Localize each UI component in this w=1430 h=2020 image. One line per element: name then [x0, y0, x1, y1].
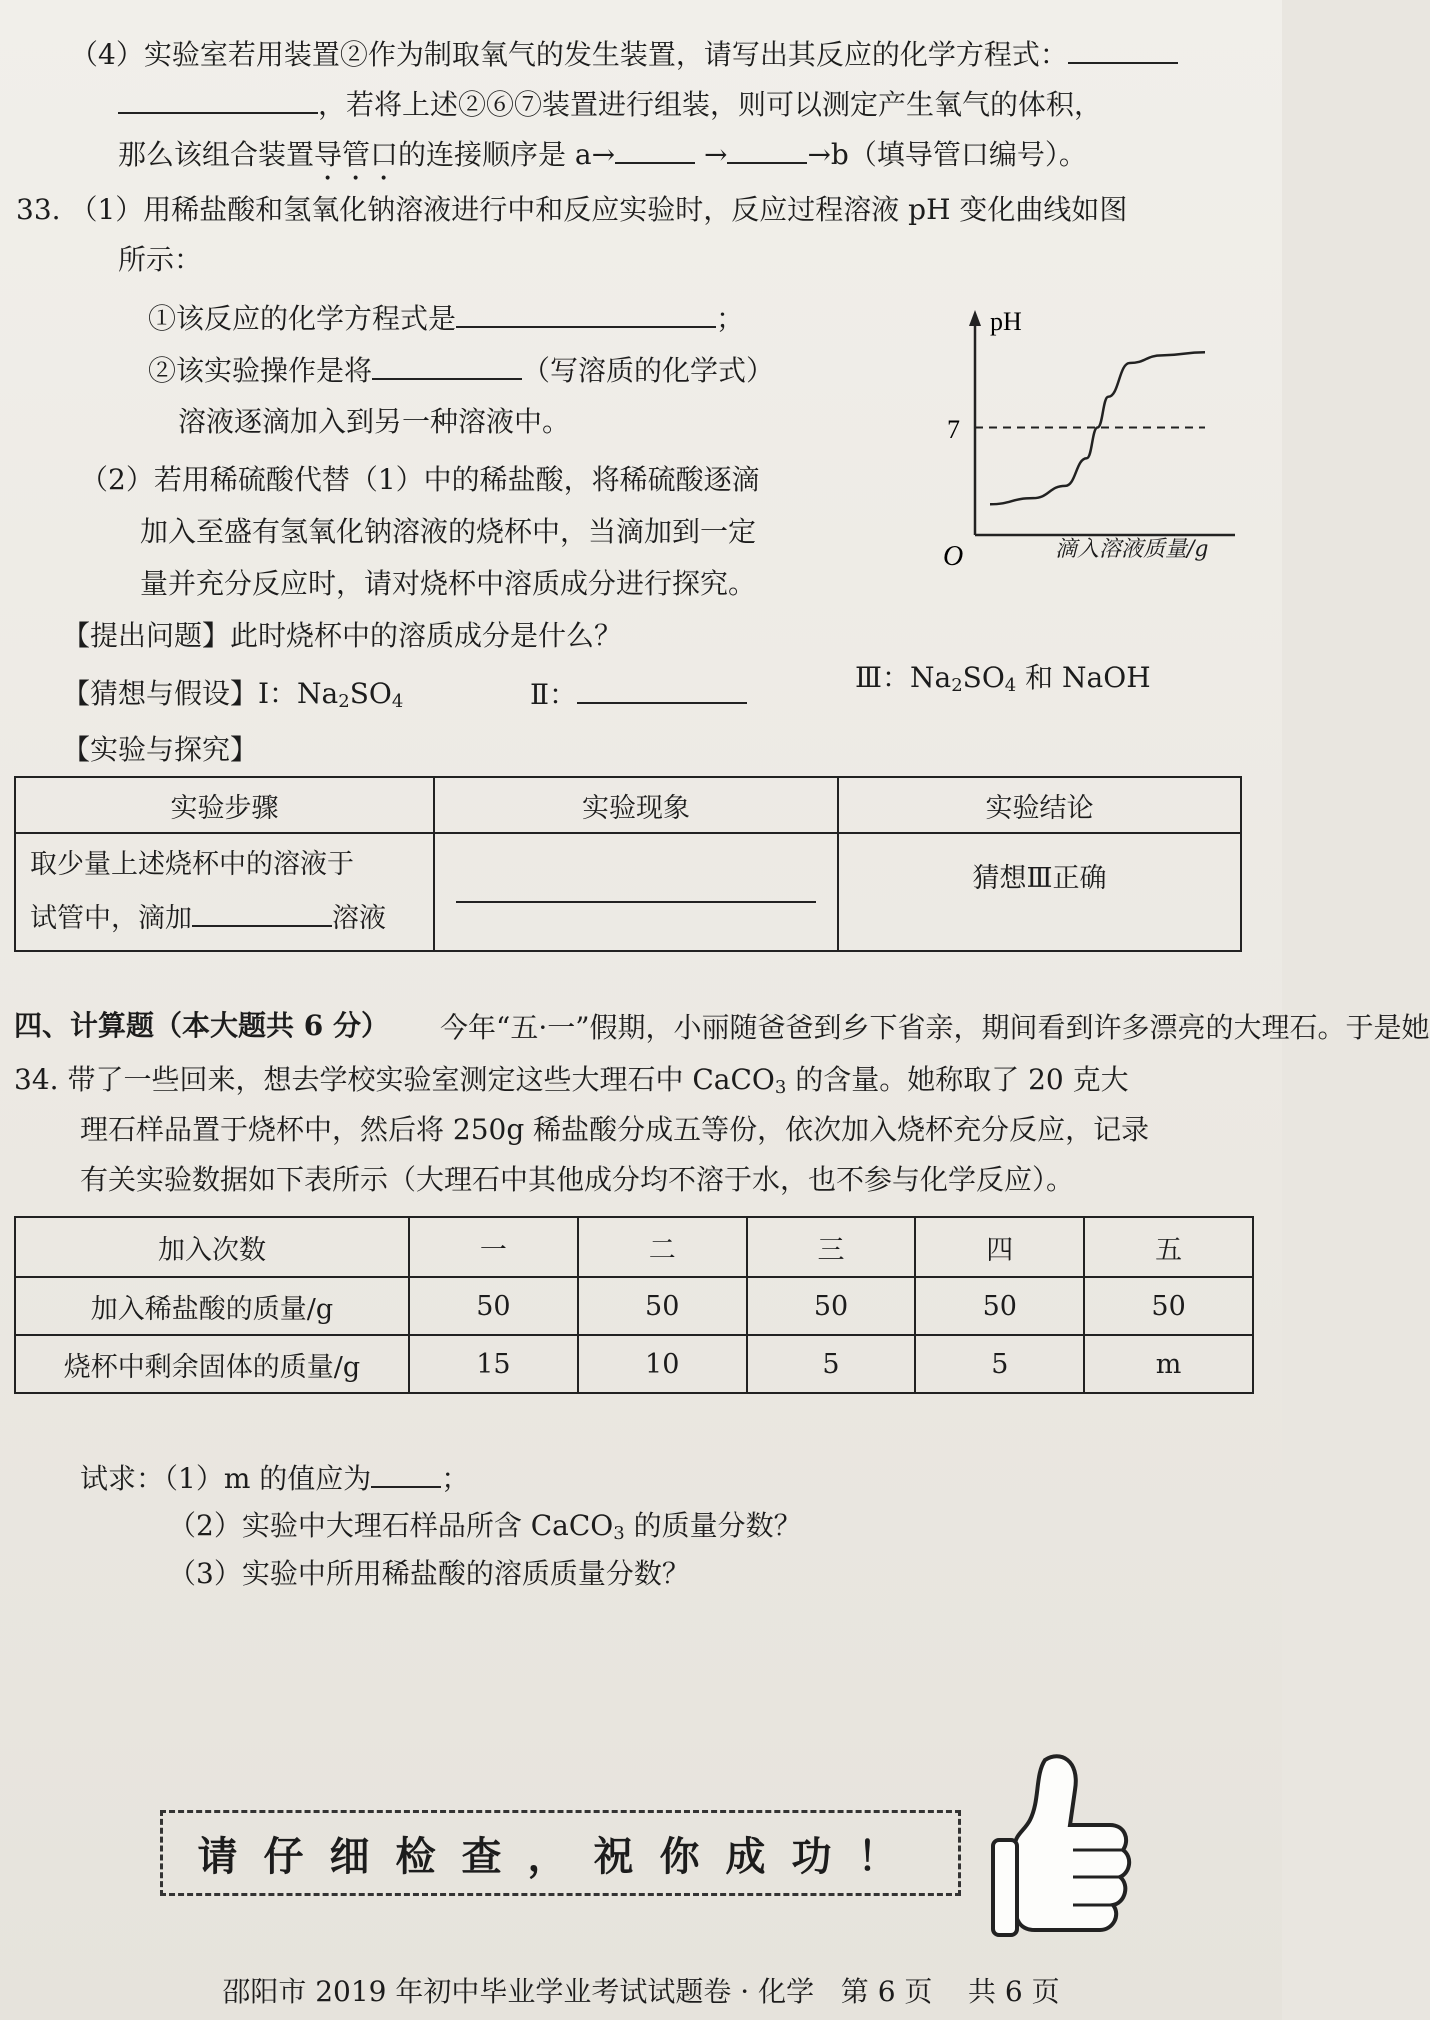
- table-cell: 50: [915, 1277, 1084, 1335]
- q33-item1: ①该反应的化学方程式是 ；: [148, 302, 745, 335]
- table-cell: 10: [578, 1335, 747, 1393]
- table-row: [15, 1277, 1253, 1335]
- page-footer: 邵阳市 2019 年初中毕业学业考试试题卷 · 化学 第 6 页 共 6 页: [222, 1975, 1060, 2008]
- ph-curve-chart: [935, 300, 1265, 570]
- table-header: 实验现象: [434, 777, 838, 833]
- thumbs-up-icon: [985, 1745, 1135, 1945]
- ref-line-label: 7: [947, 415, 960, 444]
- q34-l3: 理石样品置于烧杯中，然后将 250g 稀盐酸分成五等份，依次加入烧杯充分反应，记录: [80, 1113, 1150, 1146]
- answer-blank[interactable]: [372, 352, 522, 380]
- table-cell: 50: [747, 1277, 916, 1335]
- table-cell: 50: [578, 1277, 747, 1335]
- table-header: 五: [1084, 1217, 1253, 1277]
- q33-guess: 【猜想与假设】Ⅰ：$Na_2SO_4$: [62, 677, 404, 712]
- table-cell: 加入稀盐酸的质量/g: [15, 1277, 409, 1335]
- q33-line2: 所示：: [118, 243, 203, 276]
- table-header-row: [15, 1217, 1253, 1277]
- table-row: [15, 1335, 1253, 1393]
- y-axis-label: pH: [990, 307, 1022, 336]
- table-cell: 5: [747, 1335, 916, 1393]
- table-cell: m: [1084, 1335, 1253, 1393]
- q33-part2-l1: （2）若用稀硫酸代替（1）中的稀盐酸，将稀硫酸逐滴: [80, 463, 760, 496]
- q34-ask2: （2）实验中大理石样品所含 CaCO$_3$ 的质量分数？: [168, 1509, 802, 1544]
- step-cell: 取少量上述烧杯中的溶液于 试管中，滴加 溶液: [15, 833, 434, 951]
- table-header: 实验结论: [838, 777, 1241, 833]
- q33-part2-l3: 量并充分反应时，请对烧杯中溶质成分进行探究。: [140, 567, 757, 600]
- experiment-table: [14, 776, 1242, 952]
- table-header: 三: [747, 1217, 916, 1277]
- answer-blank[interactable]: [118, 86, 318, 114]
- q34-l2: 34. 带了一些回来，想去学校实验室测定这些大理石中 CaCO$_3$ 的含量。她称取了 20 克大: [14, 1063, 1129, 1098]
- q33-item2-cont: 溶液逐滴加入到另一种溶液中。: [178, 405, 571, 438]
- table-cell: 15: [409, 1335, 578, 1393]
- table-header: 四: [915, 1217, 1084, 1277]
- q32-4-line2: ，若将上述②⑥⑦装置进行组装，则可以测定产生氧气的体积，: [118, 86, 1102, 123]
- q33-part2-l2: 加入至盛有氢氧化钠溶液的烧杯中，当滴加到一定: [140, 515, 757, 548]
- answer-blank[interactable]: [371, 1460, 441, 1488]
- q34-l4: 有关实验数据如下表所示（大理石中其他成分均不溶于水，也不参与化学反应）。: [80, 1163, 1075, 1196]
- q33-explore: 【实验与探究】: [62, 733, 259, 766]
- conclusion-cell: 猜想Ⅲ正确: [838, 833, 1241, 951]
- q33-line1: 33. （1）用稀盐酸和氢氧化钠溶液进行中和反应实验时，反应过程溶液 pH 变化曲线如图: [16, 193, 1128, 226]
- q33-guess2: Ⅱ：: [530, 676, 747, 713]
- table-header: 实验步骤: [15, 777, 434, 833]
- answer-blank[interactable]: [456, 875, 816, 903]
- table-header: 二: [578, 1217, 747, 1277]
- x-axis-label: 滴入溶液质量/g: [1055, 537, 1209, 562]
- answer-blank[interactable]: [727, 136, 807, 164]
- y-axis-arrow-icon: [969, 310, 981, 326]
- good-luck-banner: 请仔细检查，祝你成功！: [160, 1810, 961, 1896]
- data-table: [14, 1216, 1254, 1394]
- table-header: 加入次数: [15, 1217, 409, 1277]
- table-cell: 5: [915, 1335, 1084, 1393]
- origin-label: O: [943, 541, 964, 572]
- answer-blank[interactable]: [1068, 36, 1178, 64]
- q34-ask1: 试求：（1）m 的值应为 ；: [80, 1462, 470, 1495]
- q33-ask: 【提出问题】此时烧杯中的溶质成分是什么？: [62, 619, 623, 652]
- q32-4-line3: 那么该组合装置导管口的连接顺序是 a→ → →b（填导管口编号）。: [118, 138, 1087, 171]
- answer-blank[interactable]: [577, 676, 747, 704]
- table-header-row: [15, 777, 1241, 833]
- table-header: 一: [409, 1217, 578, 1277]
- q34-l1: 今年“五·一”假期，小丽随爸爸到乡下省亲，期间看到许多漂亮的大理石。于是她: [440, 1011, 1430, 1044]
- q32-4-line1: （4）实验室若用装置②作为制取氧气的发生装置，请写出其反应的化学方程式：: [70, 36, 1178, 73]
- answer-blank[interactable]: [192, 899, 332, 927]
- answer-blank[interactable]: [615, 136, 695, 164]
- q33-guess3: Ⅲ：$Na_2SO_4$ 和 NaOH: [855, 661, 1151, 696]
- q34-ask3: （3）实验中所用稀盐酸的溶质质量分数？: [168, 1557, 690, 1590]
- table-cell: 50: [409, 1277, 578, 1335]
- answer-blank[interactable]: [456, 300, 716, 328]
- section4-title: 四、计算题（本大题共 6 分）: [14, 1009, 389, 1042]
- phenomenon-cell: [434, 833, 838, 951]
- table-row: [15, 833, 1241, 951]
- table-cell: 烧杯中剩余固体的质量/g: [15, 1335, 409, 1393]
- q33-item2: ②该实验操作是将 （写溶质的化学式）: [148, 354, 775, 387]
- table-cell: 50: [1084, 1277, 1253, 1335]
